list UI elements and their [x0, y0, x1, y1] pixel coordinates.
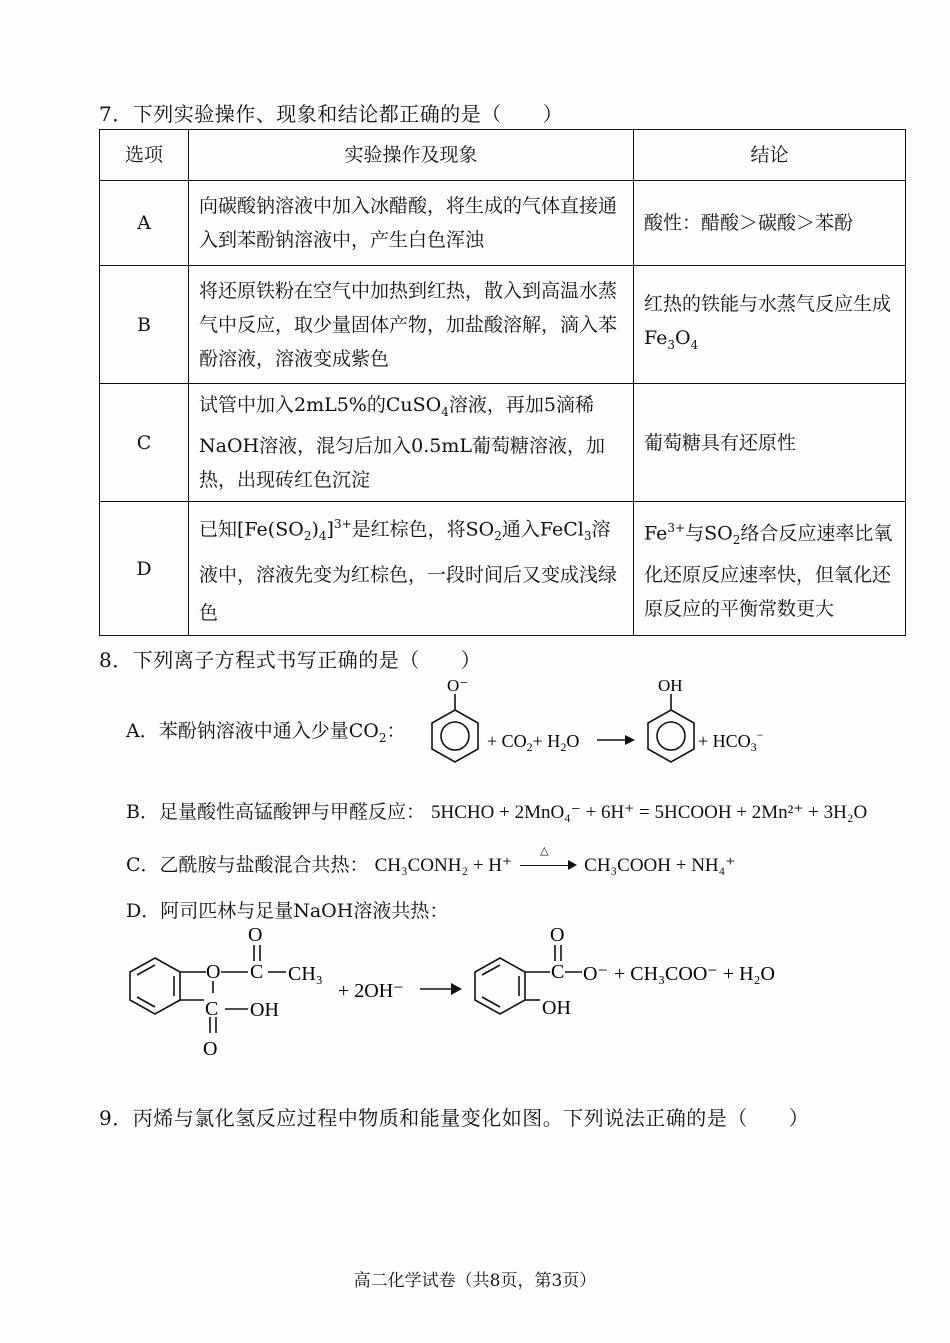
page-footer: 高二化学试卷（共8页，第3页） [353, 1271, 597, 1291]
svg-text:C: C [205, 998, 219, 1020]
header-conclusion: 结论 [634, 130, 906, 181]
conclusion-c: 葡萄糖具有还原性 [634, 384, 906, 502]
svg-text:O: O [550, 925, 565, 946]
operation-b: 将还原铁粉在空气中加热到红热，散入到高温水蒸气中反应，取少量固体产物，加盐酸溶解，滴入苯酚溶液，溶液变成紫色 [189, 266, 634, 384]
conclusion-a: 酸性：醋酸＞碳酸＞苯酚 [634, 181, 906, 266]
q8-option-d-label: D．阿司匹林与足量NaOH溶液共热： [126, 900, 449, 922]
svg-text:+ CH₃COO⁻ + H₂O: + CH₃COO⁻ + H₂O [614, 963, 775, 985]
q8-option-a-label: A．苯酚钠溶液中通入少量$CO_2$： [126, 720, 406, 745]
operation-c: 试管中加入2mL5%的CuSO$_4$溶液，再加5滴稀NaOH溶液，混匀后加入0.5mL葡萄糖溶液，加热，出现砖红色沉淀 [189, 384, 634, 502]
benzene-ring-icon [432, 710, 478, 762]
svg-text:+ CO2+ H2O: + $CO_2+ H_2O$ [487, 731, 580, 754]
conclusion-d: $Fe^{3+}$与$SO_2$络合反应速率比氧化还原反应速率快，但氧化还原反应的平衡常数更大 [634, 502, 906, 636]
q8-title: 8．下列离子方程式书写正确的是（ ） [99, 648, 482, 672]
conclusion-b: 红热的铁能与水蒸气反应生成 $Fe_3O_4$ [634, 266, 906, 384]
q8-option-a-equation [425, 676, 815, 776]
q8-option-c: C．乙酰胺与盐酸混合共热： CH₃CONH₂ + H⁺ △ CH₃COOH + NH₄⁺ [126, 844, 736, 876]
svg-text:O⁻: O⁻ [583, 963, 608, 985]
option-c: C [100, 384, 189, 502]
q7-title: 7．下列实验操作、现象和结论都正确的是（ ） [99, 102, 564, 126]
q7-table [99, 129, 906, 636]
svg-text:O⁻: O⁻ [447, 676, 469, 695]
svg-text:+ HCO3−: + $HCO_3^-$ [698, 728, 764, 754]
svg-text:O: O [248, 925, 263, 946]
option-b: B [100, 266, 189, 384]
header-operation: 实验操作及现象 [189, 130, 634, 181]
option-a: A [100, 181, 189, 266]
operation-d: 已知$[Fe(SO_2)_4]^{3+}$是红棕色，将$SO_2$通入FeCl$_3$溶液中，溶液先变为红棕色，一段时间后又变成浅绿色 [189, 502, 634, 636]
svg-text:OH: OH [250, 999, 279, 1021]
q8-option-d-equation [120, 925, 820, 1065]
svg-text:O: O [206, 961, 221, 983]
svg-text:OH: OH [658, 676, 683, 695]
heat-arrow-icon: △ [518, 856, 578, 876]
svg-text:+ 2OH⁻: + 2OH⁻ [338, 980, 404, 1002]
benzene-ring-icon [648, 710, 694, 762]
table-row [100, 502, 906, 636]
svg-text:CH₃: CH₃ [288, 963, 323, 985]
table-row [100, 181, 906, 266]
svg-text:C: C [551, 961, 565, 983]
option-d: D [100, 502, 189, 636]
svg-text:C: C [250, 961, 264, 983]
svg-text:OH: OH [542, 997, 571, 1019]
table-header-row [100, 130, 906, 181]
svg-text:O: O [203, 1038, 218, 1060]
q9-title: 9．丙烯与氯化氢反应过程中物质和能量变化如图。下列说法正确的是（ ） [99, 1106, 810, 1130]
operation-a: 向碳酸钠溶液中加入冰醋酸，将生成的气体直接通入到苯酚钠溶液中，产生白色浑浊 [189, 181, 634, 266]
table-row [100, 384, 906, 502]
arrow-icon [451, 983, 462, 995]
header-option: 选项 [100, 130, 189, 181]
arrow-icon [625, 735, 635, 745]
table-row [100, 266, 906, 384]
q8-option-b: B．足量酸性高锰酸钾与甲醛反应： 5HCHO + 2MnO₄⁻ + 6H⁺ = 5HCOOH + 2Mn²⁺ + 3H₂O [126, 801, 868, 823]
